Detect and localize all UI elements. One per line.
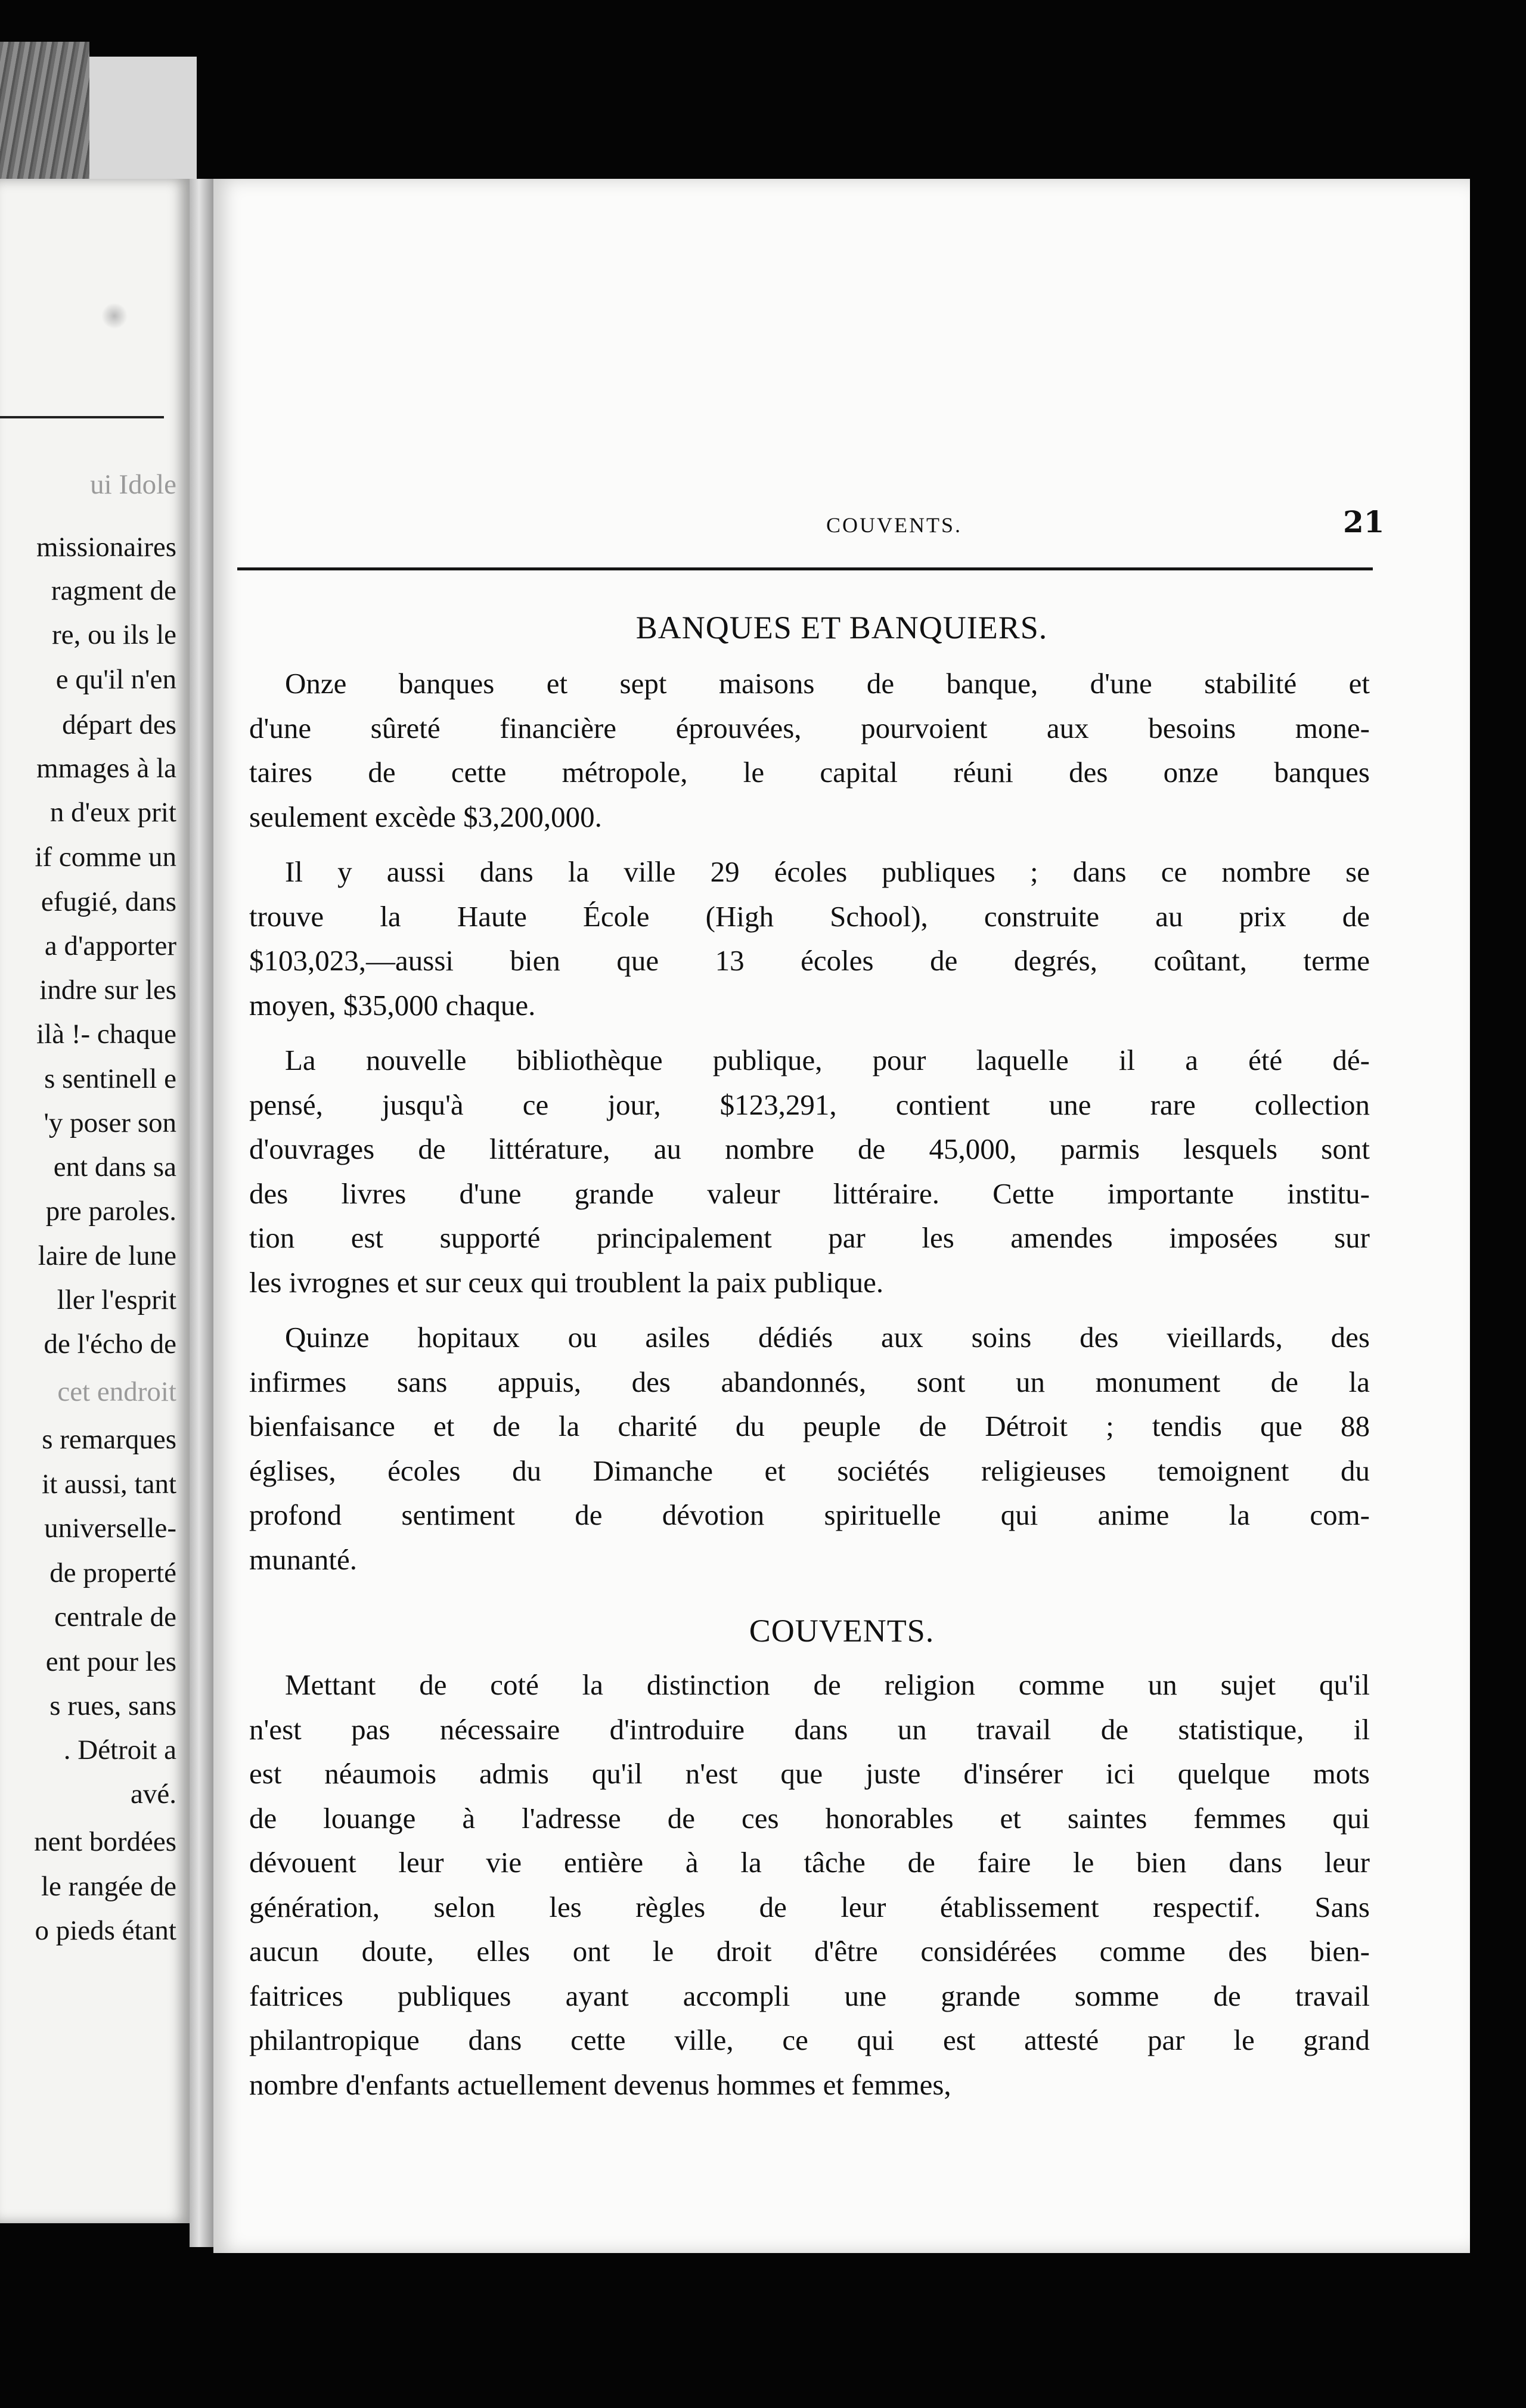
text-line: faitrices publiques ayant accompli une grande somme de travail <box>249 1979 1370 2012</box>
left-page-line: cet endroit <box>57 1376 176 1407</box>
left-page-line: ragment de <box>51 575 176 606</box>
text-line: trouve la Haute École (High School), construite au prix de <box>249 900 1370 933</box>
left-page-line: ller l'esprit <box>57 1284 176 1315</box>
text-line: aucun doute, elles ont le droit d'être considérées comme des bien- <box>249 1935 1370 1968</box>
text-line: n'est pas nécessaire d'introduire dans un travail de statistique, il <box>249 1713 1370 1746</box>
section-heading: COUVENTS. <box>749 1613 935 1649</box>
text-line: dévouent leur vie entière à la tâche de faire le bien dans leur <box>249 1846 1370 1879</box>
left-page-line: ent dans sa <box>53 1152 176 1183</box>
left-page-line: s sentinell e <box>44 1063 176 1094</box>
text-line: églises, écoles du Dimanche et sociétés religieuses temoignent du <box>249 1454 1370 1487</box>
left-page-line: if comme un <box>35 842 176 873</box>
running-title: COUVENTS. <box>826 513 963 537</box>
text-line: philantropique dans cette ville, ce qui est attesté par le grand <box>249 2024 1370 2056</box>
text-line: Mettant de coté la distinction de religion comme un sujet qu'il <box>285 1668 1370 1701</box>
left-page-line: le rangée de <box>41 1871 176 1902</box>
page-number: 21 <box>1343 504 1385 539</box>
left-page-line: ui Idole <box>90 469 176 500</box>
left-page-line: 'y poser son <box>44 1107 176 1138</box>
book-gutter <box>190 179 213 2247</box>
text-line: munanté. <box>249 1543 357 1576</box>
left-page-line: s rues, sans <box>49 1690 176 1721</box>
left-page-line: it aussi, tant <box>42 1469 176 1500</box>
text-line: bienfaisance et de la charité du peuple de Détroit ; tendis que 88 <box>249 1410 1370 1442</box>
text-line: La nouvelle bibliothèque publique, pour laquelle il a été dé- <box>285 1044 1370 1076</box>
left-page-line: . Détroit a <box>63 1734 176 1765</box>
text-line: génération, selon les règles de leur établissement respectif. Sans <box>249 1891 1370 1923</box>
left-page-line: centrale de <box>54 1602 176 1633</box>
left-page-line: indre sur les <box>39 975 176 1006</box>
text-line: tion est supporté principalement par les amendes imposées sur <box>249 1221 1370 1254</box>
left-page-line: e qu'il n'en <box>55 664 176 695</box>
left-page-line: ent pour les <box>45 1646 176 1677</box>
left-page-line: a d'apporter <box>44 930 176 961</box>
text-line: Quinze hopitaux ou asiles dédiés aux soins des vieillards, des <box>285 1321 1370 1354</box>
left-page-line: efugié, dans <box>41 886 176 917</box>
left-page-line: de l'écho de <box>44 1329 176 1360</box>
left-page-line: s remarques <box>42 1424 176 1455</box>
text-line: seulement excède $3,200,000. <box>249 800 602 833</box>
running-head <box>213 504 1470 548</box>
left-facing-page <box>0 179 190 2223</box>
page-edge <box>89 57 197 182</box>
text-line: nombre d'enfants actuellement devenus hommes et femmes, <box>249 2068 951 2101</box>
left-page-line: universelle- <box>44 1513 176 1544</box>
text-line: est néaumois admis qu'il n'est que juste d'insérer ici quelque mots <box>249 1757 1370 1790</box>
text-line: Il y aussi dans la ville 29 écoles publiques ; dans ce nombre se <box>285 855 1370 888</box>
text-line: des livres d'une grande valeur littéraire. Cette importante institu- <box>249 1177 1370 1210</box>
left-page-line: mmages à la <box>36 753 176 784</box>
left-page-line: de properté <box>49 1557 176 1588</box>
left-page-line: ilà !- chaque <box>36 1019 176 1050</box>
text-line: de louange à l'adresse de ces honorables et saintes femmes qui <box>249 1802 1370 1835</box>
left-page-line: nent bordées <box>34 1826 176 1857</box>
left-header-rule <box>0 416 164 418</box>
section-heading: BANQUES ET BANQUIERS. <box>635 610 1048 646</box>
book-binding <box>0 42 89 179</box>
left-page-line: missionaires <box>36 532 176 563</box>
left-page-line: n d'eux prit <box>49 797 176 828</box>
text-line: d'une sûreté financière éprouvées, pourvoient aux besoins mone- <box>249 712 1370 744</box>
left-page-line: pre paroles. <box>45 1196 176 1227</box>
left-page-line: re, ou ils le <box>52 619 176 650</box>
main-page <box>213 179 1470 2253</box>
left-page-line: avé. <box>131 1779 176 1810</box>
text-line: taires de cette métropole, le capital réuni des onze banques <box>249 756 1370 789</box>
text-line: moyen, $35,000 chaque. <box>249 989 536 1022</box>
text-line: les ivrognes et sur ceux qui troublent la paix publique. <box>249 1266 884 1299</box>
text-line: d'ouvrages de littérature, au nombre de 45,000, parmis lesquels sont <box>249 1132 1370 1165</box>
paper-blemish <box>101 303 128 329</box>
left-page-line: laire de lune <box>38 1240 176 1271</box>
header-rule <box>237 567 1373 570</box>
left-page-line: o pieds étant <box>35 1915 176 1946</box>
left-page-line: départ des <box>62 709 176 740</box>
text-line: pensé, jusqu'à ce jour, $123,291, contient une rare collection <box>249 1088 1370 1121</box>
text-line: profond sentiment de dévotion spirituelle qui anime la com- <box>249 1498 1370 1531</box>
text-line: Onze banques et sept maisons de banque, d'une stabilité et <box>285 667 1370 700</box>
text-line: $103,023,—aussi bien que 13 écoles de degrés, coûtant, terme <box>249 944 1370 977</box>
text-line: infirmes sans appuis, des abandonnés, sont un monument de la <box>249 1366 1370 1398</box>
